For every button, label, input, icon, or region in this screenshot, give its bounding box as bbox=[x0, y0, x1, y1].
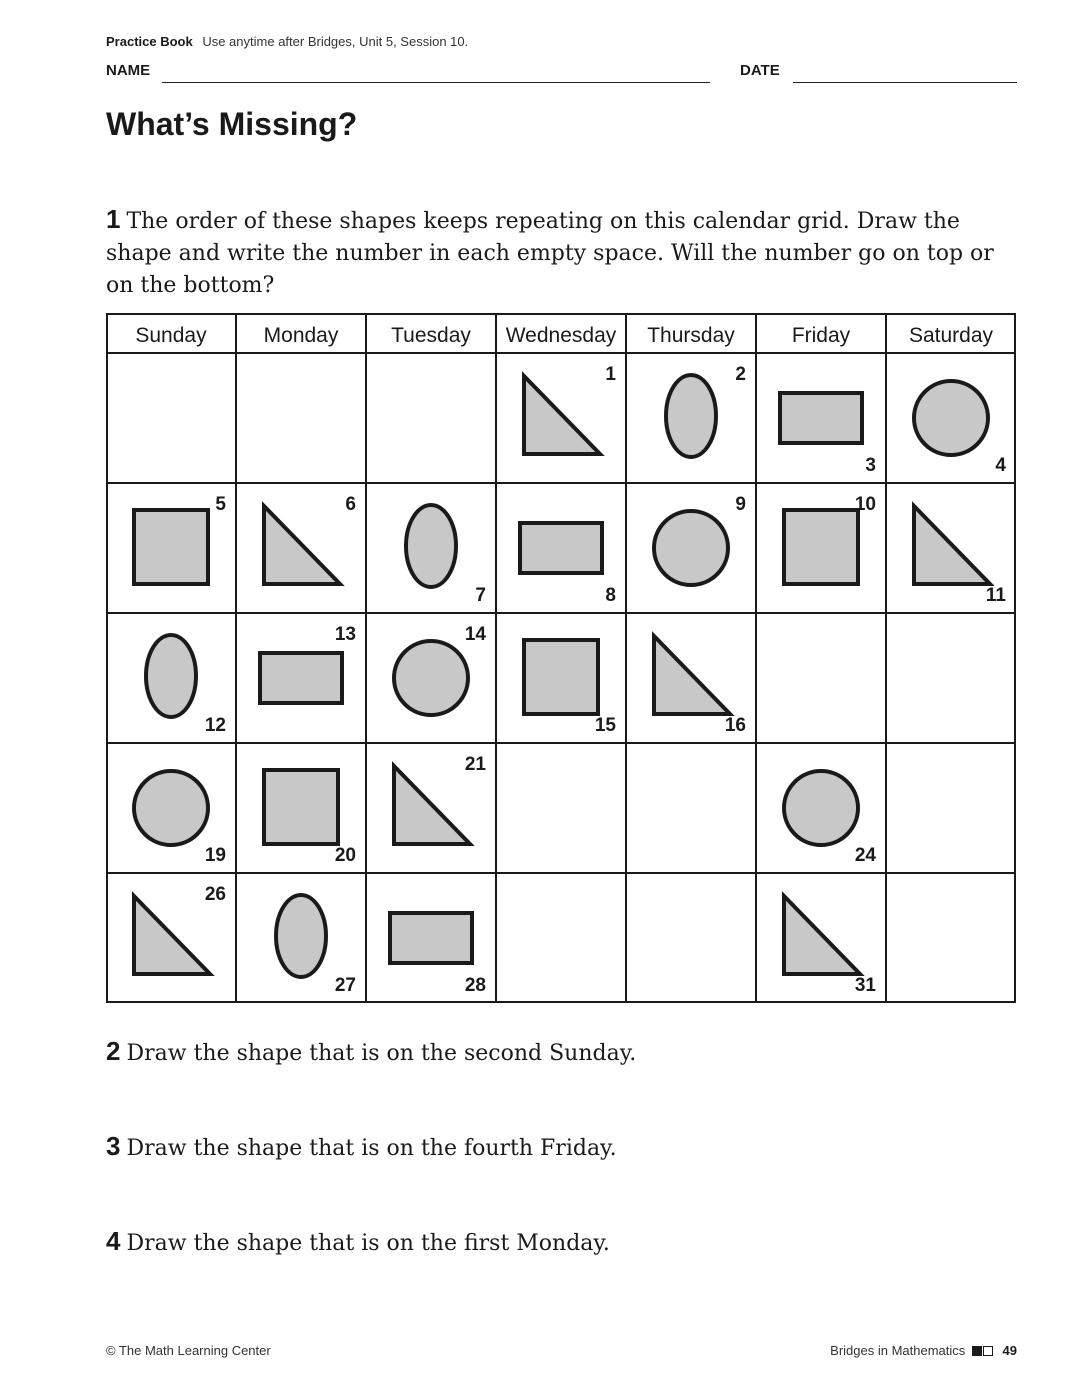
day-header: Thursday bbox=[647, 324, 735, 347]
circle-shape bbox=[784, 771, 858, 845]
square-shape bbox=[524, 640, 598, 714]
date-label: DATE bbox=[740, 62, 780, 79]
question-1 bbox=[106, 203, 1011, 302]
brand-name: Bridges in Mathematics bbox=[830, 1343, 966, 1358]
usage-note: Use anytime after Bridges, Unit 5, Session 10. bbox=[202, 34, 469, 49]
square-shape bbox=[264, 770, 338, 844]
question-text: Draw the shape that is on the fourth Friday. bbox=[126, 1136, 617, 1161]
header-line bbox=[106, 34, 468, 49]
triangle-shape bbox=[264, 506, 340, 584]
circle-shape bbox=[654, 511, 728, 585]
triangle-shape bbox=[784, 896, 860, 974]
page-number: 49 bbox=[1002, 1343, 1017, 1358]
day-header: Tuesday bbox=[391, 324, 471, 347]
question-number: 1 bbox=[106, 204, 121, 234]
triangle-shape bbox=[394, 766, 470, 844]
calendar-grid bbox=[106, 313, 1017, 1005]
date-number: 20 bbox=[334, 845, 356, 866]
circle-shape bbox=[134, 771, 208, 845]
rectangle-shape bbox=[780, 393, 862, 443]
rectangle-shape bbox=[520, 523, 602, 573]
day-header: Monday bbox=[263, 324, 339, 347]
name-label: NAME bbox=[106, 62, 151, 79]
date-field[interactable] bbox=[793, 82, 1017, 83]
date-number: 1 bbox=[605, 364, 616, 385]
date-number: 11 bbox=[985, 585, 1006, 606]
day-header: Friday bbox=[791, 324, 851, 347]
question-4 bbox=[106, 1226, 610, 1257]
triangle-shape bbox=[524, 376, 600, 454]
date-number: 24 bbox=[854, 845, 876, 866]
date-number: 6 bbox=[345, 494, 356, 515]
date-number: 8 bbox=[605, 585, 616, 606]
triangle-shape bbox=[914, 506, 990, 584]
triangle-shape bbox=[654, 636, 730, 714]
question-2 bbox=[106, 1036, 636, 1067]
date-number: 2 bbox=[735, 364, 746, 385]
oval-shape bbox=[406, 505, 456, 587]
triangle-shape bbox=[134, 896, 210, 974]
oval-shape bbox=[276, 895, 326, 977]
date-number: 4 bbox=[995, 455, 1006, 476]
date-number: 14 bbox=[464, 624, 486, 645]
date-number: 7 bbox=[475, 585, 486, 606]
date-number: 15 bbox=[594, 715, 616, 736]
date-number: 10 bbox=[854, 494, 876, 515]
question-3 bbox=[106, 1131, 617, 1162]
date-number: 12 bbox=[204, 715, 226, 736]
circle-shape bbox=[394, 641, 468, 715]
day-header: Sunday bbox=[135, 324, 207, 347]
oval-shape bbox=[666, 375, 716, 457]
day-header: Saturday bbox=[908, 324, 994, 347]
question-number: 2 bbox=[106, 1036, 121, 1066]
footer-brand bbox=[830, 1343, 1017, 1359]
day-header: Wednesday bbox=[505, 324, 617, 347]
date-number: 19 bbox=[204, 845, 226, 866]
rectangle-shape bbox=[260, 653, 342, 703]
date-number: 28 bbox=[464, 975, 486, 996]
question-text: The order of these shapes keeps repeating on this calendar grid. Draw the shape and write the number in each empty space. Will the number go on top or on the bottom? bbox=[106, 209, 994, 298]
date-number: 31 bbox=[854, 975, 876, 996]
circle-shape bbox=[914, 381, 988, 455]
page-title: What’s Missing? bbox=[106, 106, 358, 142]
question-text: Draw the shape that is on the second Sunday. bbox=[126, 1041, 637, 1066]
rectangle-shape bbox=[390, 913, 472, 963]
name-field[interactable] bbox=[162, 82, 710, 83]
date-number: 5 bbox=[215, 494, 226, 515]
copyright: © The Math Learning Center bbox=[106, 1343, 271, 1358]
question-number: 3 bbox=[106, 1131, 121, 1161]
book-label: Practice Book bbox=[106, 34, 193, 49]
brand-boxes-icon bbox=[972, 1344, 993, 1359]
date-number: 16 bbox=[724, 715, 746, 736]
date-number: 13 bbox=[334, 624, 356, 645]
square-shape bbox=[784, 510, 858, 584]
date-number: 3 bbox=[865, 455, 876, 476]
square-shape bbox=[134, 510, 208, 584]
date-number: 27 bbox=[334, 975, 356, 996]
oval-shape bbox=[146, 635, 196, 717]
question-text: Draw the shape that is on the first Monday. bbox=[126, 1231, 610, 1256]
date-number: 26 bbox=[204, 884, 226, 905]
question-number: 4 bbox=[106, 1226, 121, 1256]
date-number: 21 bbox=[464, 754, 486, 775]
date-number: 9 bbox=[735, 494, 746, 515]
